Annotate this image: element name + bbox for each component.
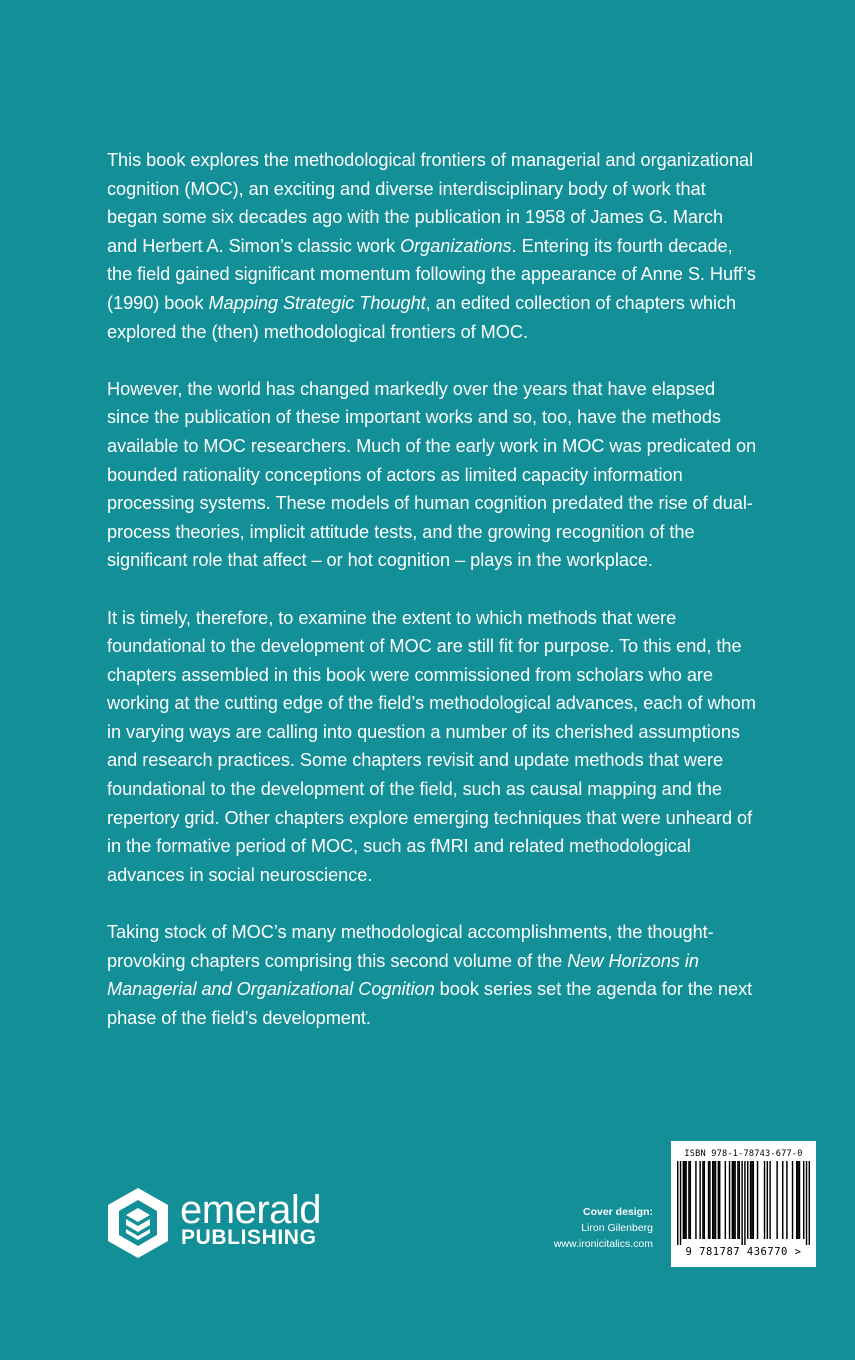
italic-title: Organizations	[400, 235, 512, 256]
barcode-bar	[709, 1161, 710, 1239]
designer-url: www.ironicitalics.com	[553, 1238, 653, 1250]
publisher-logo	[106, 1186, 346, 1266]
barcode-bar	[684, 1161, 685, 1239]
barcode-bar	[764, 1161, 765, 1239]
text-run: Taking stock of MOC’s many methodological accomplishments, the thought-provoking chapters comprising this second volume of the	[107, 922, 714, 971]
barcode-bar	[699, 1161, 700, 1239]
barcode-bar	[715, 1161, 716, 1239]
blurb-paragraph	[107, 375, 757, 575]
emerald-hexagon-e-icon	[106, 1186, 170, 1260]
barcode-bar	[737, 1161, 738, 1239]
barcode-bar	[732, 1161, 733, 1239]
barcode-bar	[729, 1161, 730, 1239]
barcode-bar	[782, 1161, 783, 1239]
text-run: . Entering its fourth decade, the field gained significant momentum following the appearance of Anne S. Huff’s (1990) book	[107, 235, 756, 313]
barcode-bar	[796, 1161, 797, 1239]
isbn-label: ISBN 978-1-78743-677-0	[684, 1149, 803, 1159]
barcode-bar	[739, 1161, 740, 1239]
isbn-barcode	[671, 1141, 816, 1267]
barcode-bar	[713, 1161, 714, 1239]
barcode-bar	[767, 1161, 768, 1239]
text-run: , an edited collection of chapters which explored the (then) methodological frontiers of MOC.	[107, 292, 737, 342]
barcode-bar	[744, 1161, 745, 1245]
barcode-bar	[719, 1161, 720, 1239]
barcode-bar	[803, 1161, 804, 1239]
designer-name: Liron Gilenberg	[581, 1222, 653, 1234]
barcode-bar	[751, 1161, 752, 1239]
barcode-bar	[753, 1161, 754, 1239]
barcode-bar	[712, 1161, 713, 1239]
barcode-bar	[799, 1161, 800, 1239]
barcode-bar	[806, 1161, 807, 1245]
barcode-digits: 9 781787 436770 >	[685, 1246, 802, 1258]
barcode-bar	[690, 1161, 691, 1239]
text-run: This book explores the methodological frontiers of managerial and organizational cognition (MOC), an exciting and diverse interdisciplinary body of work that began some six decades ago with the publication in 1958 of James G. March and Herbert A. Simon’s classic work	[107, 150, 754, 256]
barcode-bar	[757, 1161, 758, 1239]
barcode-bar	[733, 1161, 734, 1239]
barcode-bar	[725, 1161, 726, 1239]
barcode-bar	[702, 1161, 703, 1239]
barcode-bar	[680, 1161, 681, 1245]
barcode-bar	[741, 1161, 742, 1245]
barcode-bar	[685, 1161, 686, 1239]
barcode-bar	[708, 1161, 709, 1239]
cover-design-label: Cover design:	[582, 1206, 653, 1218]
text-run: However, the world has changed markedly over the years that have elapsed since the publication of these important works and so, too, have the methods available to MOC researchers. Much of the early work in MOC was predicated on bounded rationality conceptions of actors as limited capacity information processing systems. These models of human cognition predated the rise of dual-process theories, implicit attitude tests, and the growing recognition of the significant role that affect – or hot cognition – plays in the workplace.	[107, 378, 757, 571]
barcode-bars	[677, 1161, 810, 1245]
publisher-name: emerald	[180, 1188, 322, 1232]
barcode-bar	[734, 1161, 735, 1239]
barcode-bar	[809, 1161, 810, 1245]
blurb-paragraph	[107, 918, 757, 1032]
barcode-bar	[688, 1161, 689, 1239]
blurb-paragraph	[107, 146, 757, 346]
back-cover-blurb	[107, 146, 757, 1032]
barcode-bar	[704, 1161, 705, 1239]
barcode-bar	[747, 1161, 748, 1239]
barcode-bar	[677, 1161, 678, 1245]
cover-credit	[554, 1204, 653, 1252]
barcode-bar	[792, 1161, 793, 1239]
italic-title: New Horizons in Managerial and Organizational Cognition	[107, 950, 699, 1000]
publisher-subname: PUBLISHING	[181, 1226, 317, 1249]
italic-title: Mapping Strategic Thought	[208, 292, 426, 313]
barcode-bar	[769, 1161, 770, 1239]
blurb-paragraph	[107, 604, 757, 890]
text-run: book series set the agenda for the next phase of the field’s development.	[107, 979, 753, 1028]
barcode-bar	[776, 1161, 777, 1239]
barcode-bar	[797, 1161, 798, 1239]
barcode-bar	[683, 1161, 684, 1239]
text-run: It is timely, therefore, to examine the extent to which methods that were foundational to the development of MOC are still fit for purpose. To this end, the chapters assembled in this book were commissioned from scholars who are working at the cutting edge of the field’s methodological advances, each of whom in varying ways are calling into question a number of its cherished assumptions and research practices. Some chapters revisit and update methods that were foundational to the development of the field, such as causal mapping and the repertory grid. Other chapters explore emerging techniques that were unheard of in the formative period of MOC, such as fMRI and related methodological advances in social neuroscience.	[107, 607, 756, 885]
barcode-bar	[718, 1161, 719, 1239]
barcode-bar	[786, 1161, 787, 1239]
barcode-bar	[695, 1161, 696, 1239]
barcode-bar	[750, 1161, 751, 1239]
